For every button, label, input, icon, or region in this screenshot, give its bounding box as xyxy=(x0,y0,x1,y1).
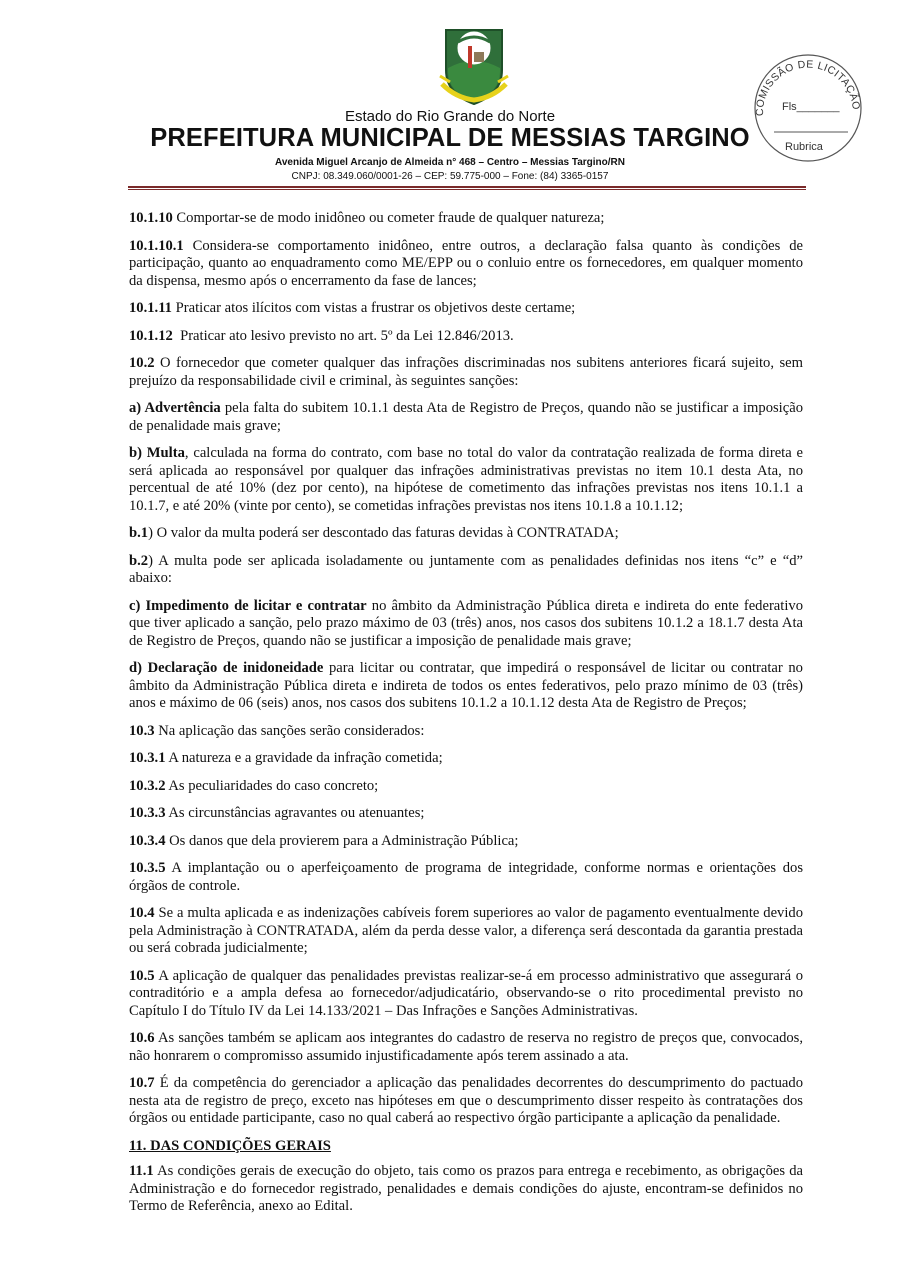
paragraph-text: Praticar atos ilícitos com vistas a frustrar os objetivos deste certame; xyxy=(171,300,576,316)
paragraph xyxy=(129,210,803,228)
paragraph-number: 10.3.5 xyxy=(129,860,166,876)
paragraph-text: , calculada na forma do contrato, com base no total do valor da contratação realizada de forma direta e será aplicada ao responsável por qualquer das infrações administrativas previstas no item 10.1 desta Ata, no percentual de até 10% (dez por cento), na hipótese de cometimento das infrações previstas nos itens 10.1.1 a 10.1.7, e até 20% (vinte por cento), se cometidas infrações previstas nos itens 10.1.8 a 10.1.12; xyxy=(129,445,803,514)
state-name: Estado do Rio Grande do Norte xyxy=(344,108,556,125)
paragraph-text: A natureza e a gravidade da infração cometida; xyxy=(165,750,443,766)
paragraph xyxy=(129,328,803,346)
paragraph-text: no âmbito da Administração Pública direta e indireta do ente federativo que tiver aplicado a sanção, pelo prazo máximo de 03 (três) anos, nos casos dos subitens 10.1.2 a 18.1.7 desta Ata de Registro de Preços, quando não se justificar a imposição de penalidade mais grave; xyxy=(129,597,803,649)
paragraph xyxy=(129,805,803,823)
paragraph-number: 10.3.3 xyxy=(129,805,166,821)
stamp-rubrica: Rubrica xyxy=(785,141,823,153)
paragraph xyxy=(129,525,803,543)
paragraph xyxy=(129,300,803,318)
paragraph xyxy=(129,905,803,958)
paragraph-text: Na aplicação das sanções serão considerados: xyxy=(154,722,425,739)
paragraph-number: 10.7 xyxy=(129,1075,155,1091)
paragraph-number: 10.3.1 xyxy=(129,750,166,766)
paragraph-text: Comportar-se de modo inidôneo ou cometer fraude de qualquer natureza; xyxy=(172,210,605,226)
paragraph-number: 10.1.11 xyxy=(129,300,172,316)
paragraph-number: 10.5 xyxy=(129,967,155,984)
paragraph-text: As circunstâncias agravantes ou atenuantes; xyxy=(165,805,425,821)
paragraph-number: 10.1.12 xyxy=(129,327,173,344)
paragraph xyxy=(129,1030,803,1065)
paragraph-text: para licitar ou contratar, que impedirá o responsável de licitar ou contratar no âmbito da Administração Pública direta e indireta de todos os entes federativos, pelo prazo mínimo de 03 (três) anos e máximo de 06 (seis) anos, nos casos dos subitens 10.1.2 a 10.1.12 desta Ata de Registro de Preços; xyxy=(129,660,803,711)
paragraph-number: 10.4 xyxy=(129,905,155,921)
paragraph-number: 10.1.10.1 xyxy=(129,237,184,254)
paragraph-number: b.1 xyxy=(129,525,149,541)
paragraph-number: 10.3.2 xyxy=(129,777,166,794)
paragraph-text: É da competência do gerenciador a aplicação das penalidades decorrentes do descumprimento do pactuado nesta ata de registro de preço, exceto nas hipóteses em que o descumprimento disser respeito às contratações dos órgãos ou entidade participante, caso no qual caberá ao respectivo órgão participante a aplicação da penalidade. xyxy=(129,1075,803,1126)
paragraph xyxy=(129,355,803,390)
paragraph-text: As peculiaridades do caso concreto; xyxy=(165,777,379,794)
paragraph xyxy=(129,1075,803,1128)
paragraph-number: d) Declaração de inidoneidade xyxy=(129,660,324,676)
paragraph xyxy=(129,400,803,435)
paragraph-number: 10.3.4 xyxy=(129,832,166,849)
paragraph xyxy=(129,553,803,588)
paragraph-number: 10.6 xyxy=(129,1030,155,1046)
paragraph xyxy=(129,1163,803,1216)
document-body xyxy=(129,210,803,1226)
paragraph-text: O fornecedor que cometer qualquer das infrações discriminadas nos subitens anteriores ficará sujeito, sem prejuízo da responsabilidade civil e criminal, às seguintes sanções: xyxy=(129,355,803,389)
paragraph-text: ) O valor da multa poderá ser descontado das faturas devidas à CONTRATADA; xyxy=(148,525,619,541)
paragraph-text: pela falta do subitem 10.1.1 desta Ata de Registro de Preços, quando não se justificar a imposição de penalidade mais grave; xyxy=(129,400,803,434)
paragraph-text: A aplicação de qualquer das penalidades previstas realizar-se-á em processo administrativo que assegurará o contraditório e a ampla defesa ao fornecedor/adjudicatário, observando-se o rito procedimental previsto no Capítulo I do Título IV da Lei 14.133/2021 – Das Infrações e Sanções Administrativas. xyxy=(129,967,803,1019)
page-header xyxy=(0,0,900,195)
paragraph xyxy=(129,968,803,1021)
paragraph-text: As condições gerais de execução do objeto, tais como os prazos para entrega e recebimento, as obrigações da Administração e do fornecedor registrado, penalidades e demais condições do ajuste, encontram-se definidos no Termo de Referência, anexo ao Edital. xyxy=(129,1163,803,1214)
paragraph-number: 11.1 xyxy=(129,1163,154,1179)
header-divider xyxy=(128,186,806,188)
stamp-fls: Fls_______ xyxy=(782,101,840,113)
paragraph xyxy=(129,445,803,515)
paragraph-text: ) A multa pode ser aplicada isoladamente ou juntamente com as penalidades definidas nos itens “c” e “d” abaixo: xyxy=(129,552,803,586)
paragraph xyxy=(129,778,803,796)
paragraph-number: c) Impedimento de licitar e contratar xyxy=(129,597,367,614)
municipal-crest-icon xyxy=(438,24,510,106)
paragraph xyxy=(129,723,803,741)
paragraph-text: As sanções também se aplicam aos integrantes do cadastro de reserva no registro de preços que, convocados, não honrarem o compromisso assumido injustificadamente após terem assinado a ata. xyxy=(129,1030,803,1064)
paragraph-text: Praticar ato lesivo previsto no art. 5º da Lei 12.846/2013. xyxy=(172,327,514,344)
paragraph-number: 10.1.10 xyxy=(129,210,173,226)
paragraph xyxy=(129,598,803,651)
paragraph-number: b.2 xyxy=(129,552,149,569)
address-line: Avenida Miguel Arcanjo de Almeida n° 468 – Centro – Messias Targino/RN xyxy=(274,157,625,168)
paragraph xyxy=(129,750,803,768)
paragraph xyxy=(129,860,803,895)
paragraph-text: Considera-se comportamento inidôneo, entre outros, a declaração falsa quanto às condições de participação, quanto ao enquadramento como ME/EPP ou o conluio entre os fornecedores, em qualquer momento da dispensa, mesmo após o encerramento da fase de lances; xyxy=(129,237,803,289)
paragraph-number: 10.2 xyxy=(129,355,155,371)
paragraph-text: Os danos que dela provierem para a Administração Pública; xyxy=(165,832,519,849)
paragraph-number: 10.3 xyxy=(129,722,155,739)
header-divider-thin xyxy=(128,189,806,190)
section-heading: 11. DAS CONDIÇÕES GERAIS xyxy=(129,1137,331,1154)
paragraph-text: A implantação ou o aperfeiçoamento de programa de integridade, conforme normas e orientações dos órgãos de controle. xyxy=(129,860,803,894)
page-title: PREFEITURA MUNICIPAL DE MESSIAS TARGINO xyxy=(150,124,750,152)
licitacao-stamp xyxy=(752,52,864,164)
paragraph xyxy=(129,660,803,713)
paragraph-text: Se a multa aplicada e as indenizações cabíveis forem superiores ao valor de pagamento eventualmente devido pela Administração à CONTRATADA, além da perda desse valor, a diferença será descontada da garantia prestada ou será cobrada judicialmente; xyxy=(129,905,803,956)
paragraph xyxy=(129,833,803,851)
paragraph-number: a) Advertência xyxy=(129,400,221,416)
stamp-title: COMISSÃO DE LICITAÇÃO xyxy=(753,58,863,117)
paragraph xyxy=(129,238,803,291)
paragraph-number: b) Multa xyxy=(129,445,185,461)
contact-line: CNPJ: 08.349.060/0001-26 – CEP: 59.775-000 – Fone: (84) 3365-0157 xyxy=(291,171,609,182)
